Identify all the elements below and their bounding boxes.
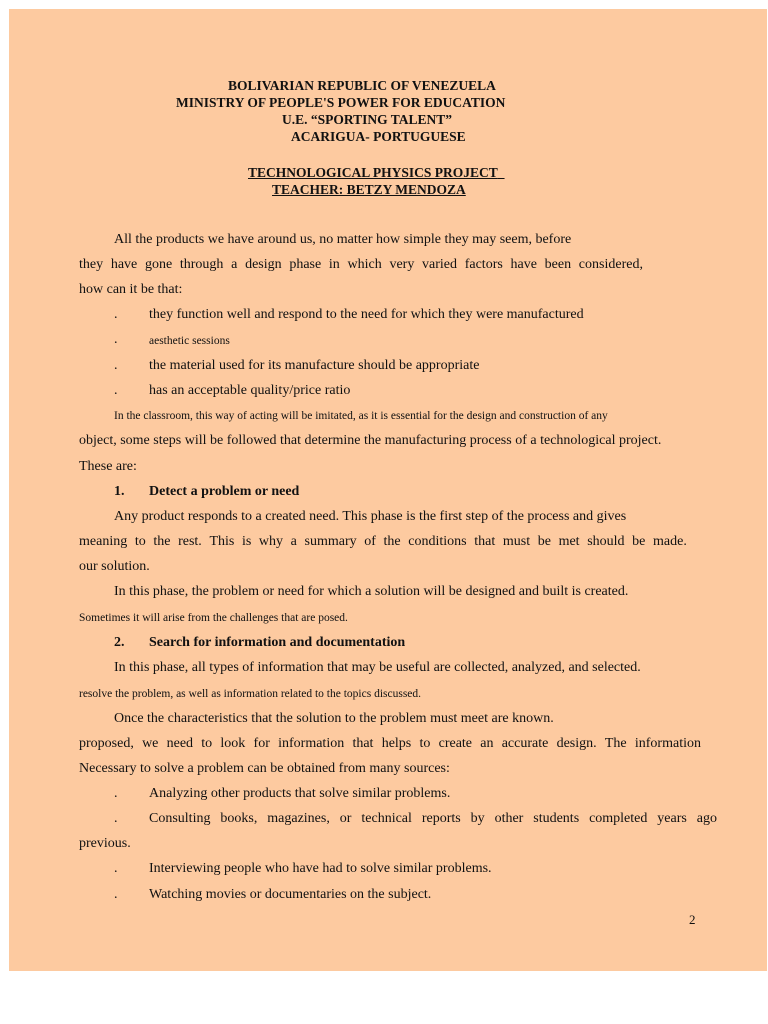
list-item: Consulting books, magazines, or technical reports by other students completed years ago — [149, 811, 717, 826]
bullet-mark: . — [114, 861, 118, 876]
bullet-mark: . — [114, 786, 118, 801]
project-title: TECHNOLOGICAL PHYSICS PROJECT — [248, 165, 498, 180]
list-item-continuation: previous. — [79, 836, 131, 851]
classroom-line-1: In the classroom, this way of acting will be imitated, as it is essential for the design and construction of any — [114, 410, 608, 422]
header-country: BOLIVARIAN REPUBLIC OF VENEZUELA — [228, 78, 496, 93]
intro-line-3: how can it be that: — [79, 282, 183, 297]
step1-p2-line-2: Sometimes it will arise from the challenges that are posed. — [79, 612, 348, 624]
step1-p1-line-3: our solution. — [79, 559, 150, 574]
page-number: 2 — [689, 912, 696, 927]
bullet-mark: . — [114, 811, 118, 826]
step1-title: Detect a problem or need — [149, 484, 300, 499]
list-item: the material used for its manufacture should be appropriate — [149, 358, 480, 373]
step2-p2-line-3: Necessary to solve a problem can be obtained from many sources: — [79, 761, 450, 776]
intro-line-1: All the products we have around us, no matter how simple they may seem, before — [114, 232, 572, 247]
step2-number: 2. — [114, 635, 125, 650]
bullet-mark: . — [114, 332, 118, 347]
bullet-mark: . — [114, 358, 118, 373]
list-item: Analyzing other products that solve similar problems. — [149, 786, 451, 801]
list-item: Interviewing people who have had to solve similar problems. — [149, 861, 492, 876]
step1-p1-line-1: Any product responds to a created need. This phase is the first step of the process and gives — [114, 509, 627, 524]
intro-line-2: they have gone through a design phase in which very varied factors have been considered, — [79, 257, 643, 272]
step1-p2-line-1: In this phase, the problem or need for which a solution will be designed and built is created. — [114, 584, 629, 599]
classroom-line-2: object, some steps will be followed that determine the manufacturing process of a technological project. — [79, 433, 662, 448]
step2-title: Search for information and documentation — [149, 635, 406, 650]
list-item: Watching movies or documentaries on the subject. — [149, 887, 432, 902]
header-school: U.E. “SPORTING TALENT” — [282, 112, 453, 127]
list-item: aesthetic sessions — [149, 335, 230, 347]
header-city: ACARIGUA- PORTUGUESE — [291, 129, 466, 144]
classroom-line-3: These are: — [79, 459, 137, 474]
step2-p2-line-1: Once the characteristics that the solution to the problem must meet are known. — [114, 711, 554, 726]
list-item: they function well and respond to the need for which they were manufactured — [149, 307, 584, 322]
bullet-mark: . — [114, 383, 118, 398]
bullet-mark: . — [114, 887, 118, 902]
step2-p2-line-2: proposed, we need to look for information that helps to create an accurate design. The information — [79, 736, 701, 751]
step2-p1-line-1: In this phase, all types of information that may be useful are collected, analyzed, and selected. — [114, 660, 641, 675]
step2-p1-line-2: resolve the problem, as well as information related to the topics discussed. — [79, 688, 422, 700]
list-item: has an acceptable quality/price ratio — [149, 383, 351, 398]
step1-number: 1. — [114, 484, 125, 499]
teacher-name: TEACHER: BETZY MENDOZA — [272, 182, 466, 197]
header-ministry: MINISTRY OF PEOPLE'S POWER FOR EDUCATION — [176, 95, 506, 110]
step1-p1-line-2: meaning to the rest. This is why a summary of the conditions that must be met should be made. — [79, 534, 687, 549]
bullet-mark: . — [114, 307, 118, 322]
